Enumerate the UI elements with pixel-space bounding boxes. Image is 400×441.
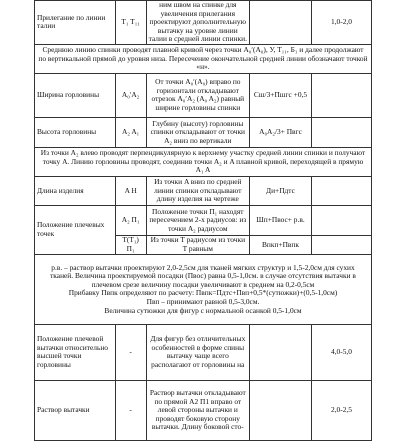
symbol-cell: T₁ T₁₁ (115, 1, 146, 45)
symbol-cell: - (115, 380, 146, 440)
description-cell: Глубину (высоту) горловины спинки откладывают от точки A₂ вниз по вертикали (146, 117, 249, 147)
value-cell (312, 235, 372, 254)
table-block-1 (34, 0, 372, 441)
formula-cell (249, 380, 311, 440)
note-line: Пвп – принимают равной 0,5-3,0см. (146, 297, 260, 307)
note-line: Прибавку Пвпк определяют по расчету: Пвпк=Пдтс+Пвп+0,5*(сутюжки)+(0,5-1,0см) (68, 288, 338, 298)
table-row-neck-width (35, 73, 372, 117)
note-line: Величина сутюжки для фигур с нормальной осанкой 0,5-1,0см (104, 305, 302, 315)
param-cell: Положение плечевых точек (35, 205, 116, 254)
table-row-waist-fit (35, 1, 372, 45)
symbol-cell: A₂ П₁ (115, 205, 146, 235)
table-row-dart-position (35, 324, 372, 380)
value-cell: 4,0-5,0 (312, 324, 372, 380)
value-cell (312, 176, 372, 205)
symbol-cell: A H (115, 176, 146, 205)
table-row-paragraph (35, 147, 372, 176)
note-line: р.в. – раствор вытачки проектируют 2,0-2,5см для тканей мягких структур и 1,5-2,0см для сухих тканей. Величина проектируемой посадки (Пвос) равна 0,5-1,0см. в случае отсутствия вытачки в плечевом срезе величину посадки увеличивают в среднем на 0,2-0,5см (50, 262, 356, 289)
value-cell: 1,0-2,0 (312, 1, 372, 45)
param-cell: Высота горловины (35, 117, 116, 147)
symbol-cell: - (115, 324, 146, 380)
param-cell: Раствор вытачки (35, 380, 116, 440)
table-row-shoulder-points-a (35, 205, 372, 235)
formula-cell (249, 324, 311, 380)
description-cell: ним швом на спинке для увеличения прилегания проектируют дополнительную вытачку на уровне линии талии в средней линии спинки. (146, 1, 249, 45)
description-cell: Для фигур без отличительных особенностей в форме спины вытачку чаще всего располагают от горловины на (146, 324, 249, 380)
param-cell: Ширина горловины (35, 73, 116, 117)
formula-cell (249, 1, 311, 45)
description-cell: Положение точки П₁ находят пересечением 2-х радиусов: из точки A₂ радиусом (146, 205, 249, 235)
param-cell: Длина изделия (35, 176, 116, 205)
formula-cell: Впкп+Пвпк (249, 235, 311, 254)
description-cell: От точки A₀ʹ(A₀) вправо по горизонтали откладывают отрезок A₀ʹA₂ (A₀ A₂) равный ширине горловины спинки (146, 73, 249, 117)
table-row-neck-height (35, 117, 372, 147)
formula-cell: Сш/3+Пшгс +0,5 (249, 73, 311, 117)
table-row-note (35, 254, 372, 324)
symbol-cell: A₀ʹA₂ (115, 73, 146, 117)
instruction-paragraph: Из точки A₂ влево проводят перпендикулярную к верхнему участку средней линии спинки и получают точку A. Линию горловины проводят, соединив точки A₂ и A плавной кривой, переходящей в прямую A₁ A (35, 147, 372, 176)
value-cell (312, 117, 372, 147)
table-row-dart-width (35, 380, 372, 440)
note-block (35, 254, 372, 324)
description-cell: Раствор вытачки откладывают по прямой A2 П1 вправо от левой стороны вытачки и проводят боковую сторону вытачки. Длину боковой сто- (146, 380, 249, 440)
description-cell: Из точки T радиусом из точки T равным (146, 235, 249, 254)
symbol-cell: A₂ A₁ (115, 117, 146, 147)
description-cell: Из точки A вниз по средней линии спинки откладывают длину изделия на чертеже (146, 176, 249, 205)
table-row-paragraph (35, 44, 372, 73)
param-cell: Прилегание по линии талии (35, 1, 116, 45)
formula-cell: Шп+Пвос+ р.в. (249, 205, 311, 235)
table-row-garment-length (35, 176, 372, 205)
value-cell (312, 73, 372, 117)
formula-cell: A₀A₂/3+ Пвгс (249, 117, 311, 147)
value-cell: 2,0-2,5 (312, 380, 372, 440)
instruction-paragraph: Среднюю линию спинки проводят плавной кривой через точки A₀ʹ(A₀), У, T₁₁, Б₁ и далее продолжают по вертикальной прямой до уровня низа. Пересечение окончательной средней линии обозначают точкой «н». (35, 44, 372, 73)
value-cell (312, 205, 372, 235)
param-cell: Положение плечевой вытачки относительно высшей точки горловины (35, 324, 116, 380)
symbol-cell: T(T₁) П₁ (115, 235, 146, 254)
formula-cell: Ди+Пдтс (249, 176, 311, 205)
